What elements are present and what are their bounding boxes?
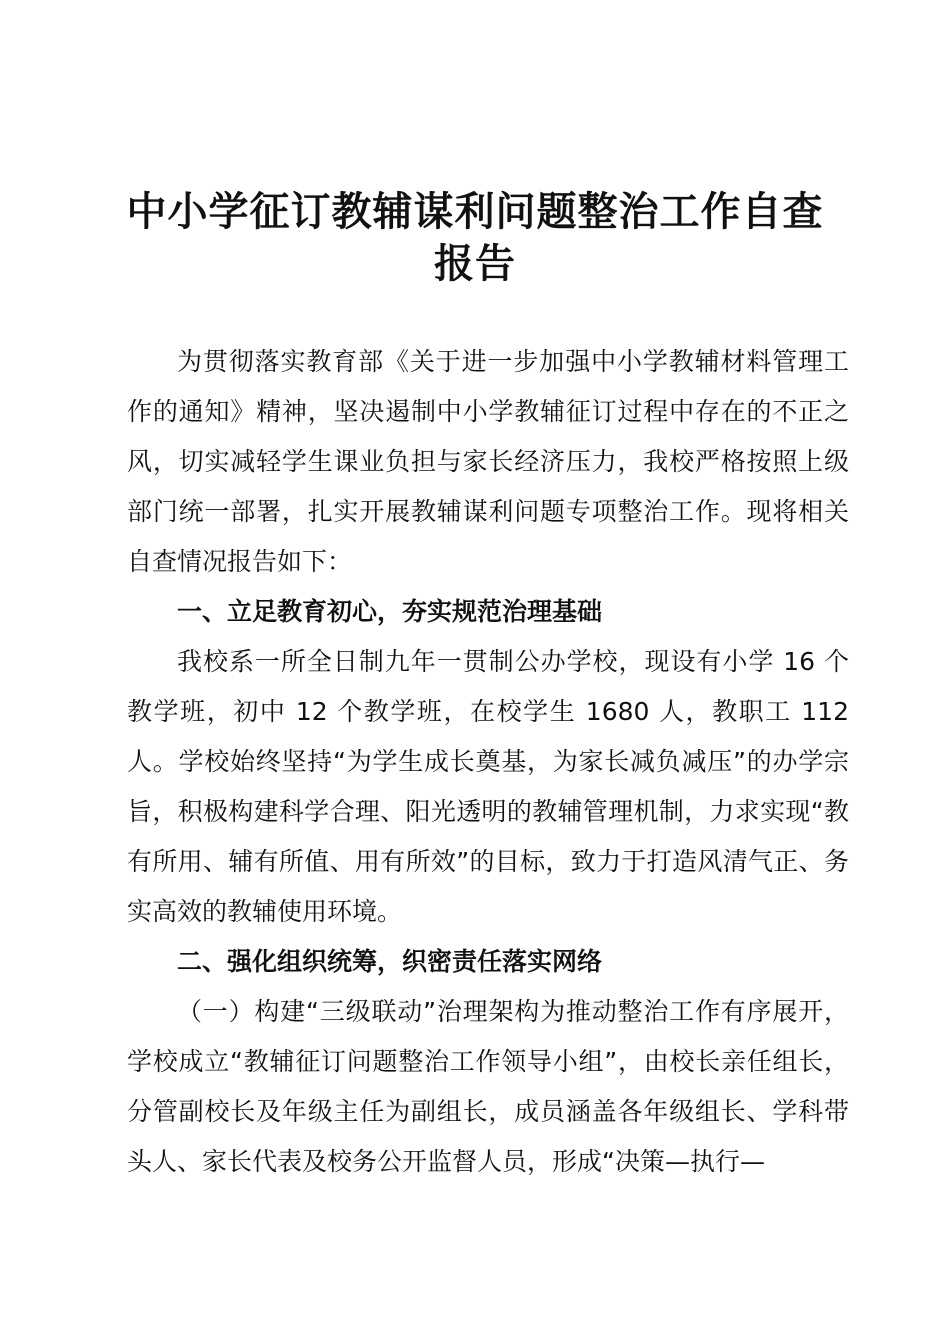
section-heading-1: 一、立足教育初心，夯实规范治理基础 — [177, 597, 603, 626]
section-paragraph-2: （一）构建“三级联动”治理架构为推动整治工作有序展开，学校成立“教辅征订问题整治工作领导小组”，由校长亲任组长，分管副校长及年级主任为副组长，成员涵盖各年级组长、学科带头人、家长代表及校务公开监督人员，形成“决策—执行— — [127, 997, 849, 1176]
document-title: 中小学征订教辅谋利问题整治工作自查报告 — [126, 188, 824, 287]
intro-paragraph: 为贯彻落实教育部《关于进一步加强中小学教辅材料管理工作的通知》精神，坚决遏制中小学教辅征订过程中存在的不正之风，切实减轻学生课业负担与家长经济压力，我校严格按照上级部门统一部署，扎实开展教辅谋利问题专项整治工作。现将相关自查情况报告如下： — [127, 347, 849, 576]
section-heading-2: 二、强化组织统筹，织密责任落实网络 — [177, 947, 603, 976]
document-body — [127, 337, 849, 1187]
section-paragraph-1: 我校系一所全日制九年一贯制公办学校，现设有小学 16 个教学班，初中 12 个教学班，在校学生 1680 人，教职工 112 人。学校始终坚持“为学生成长奠基，为家长减负减压”的办学宗旨，积极构建科学合理、阳光透明的教辅管理机制，力求实现“教有所用、辅有所值、用有所效”的目标，致力于打造风清气正、务实高效的教辅使用环境。 — [127, 647, 849, 926]
